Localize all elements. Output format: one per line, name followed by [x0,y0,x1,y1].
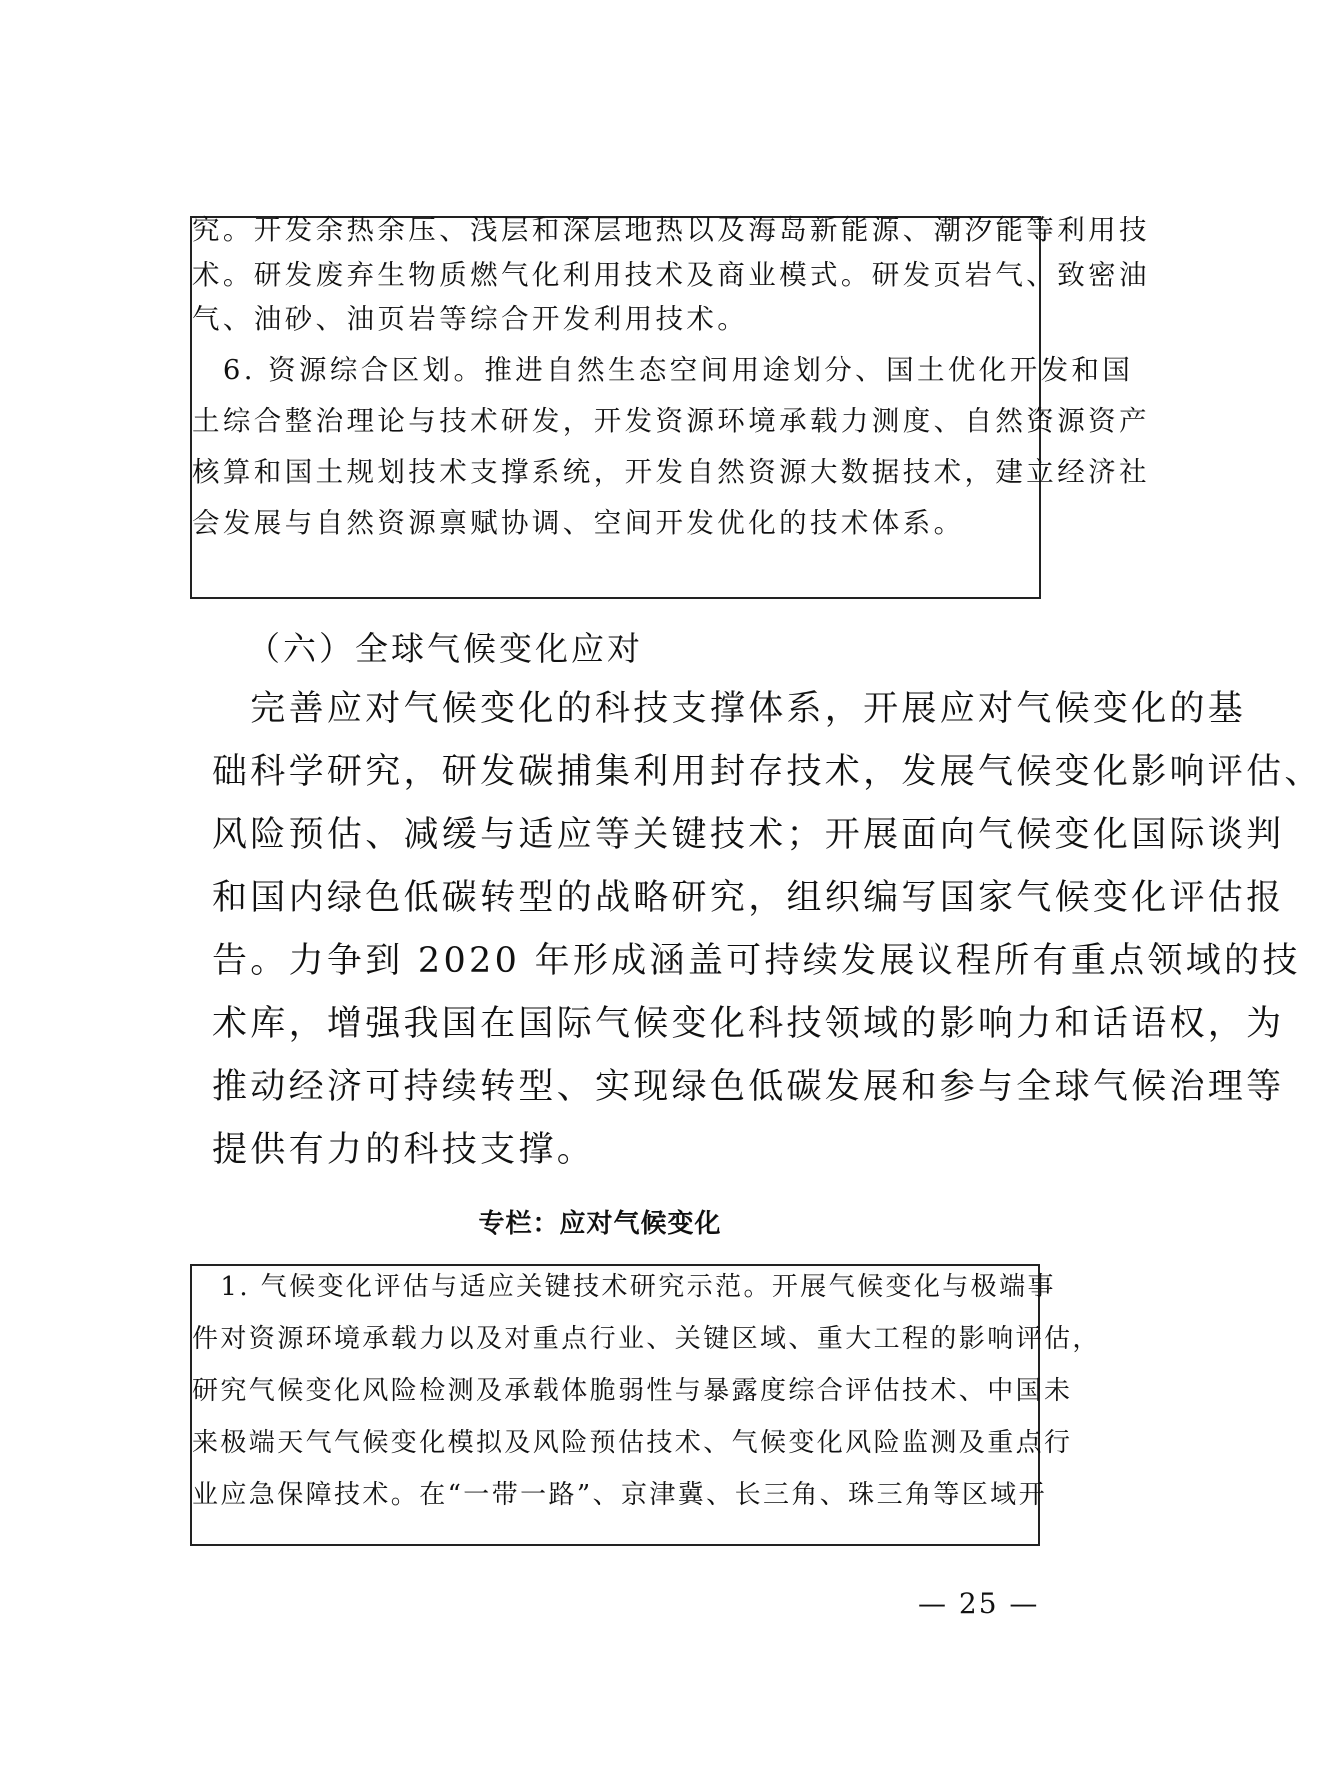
paragraph-line: 和国内绿色低碳转型的战略研究，组织编写国家气候变化评估报 [212,878,1285,918]
paragraph-line: 完善应对气候变化的科技支撑体系，开展应对气候变化的基 [212,689,1247,729]
paragraph-line: 风险预估、减缓与适应等关键技术；开展面向气候变化国际谈判 [212,815,1285,855]
paragraph-line: 推动经济可持续转型、实现绿色低碳发展和参与全球气候治理等 [212,1067,1285,1107]
column-title: 专栏：应对气候变化 [478,1209,722,1239]
box-text-line: 术。研发废弃生物质燃气化利用技术及商业模式。研发页岩气、致密油 [192,259,1150,291]
paragraph-line: 提供有力的科技支撑。 [212,1130,596,1170]
box-text-line: 业应急保障技术。在“一带一路”、京津冀、长三角、珠三角等区域开 [192,1480,1047,1510]
box-text-line: 研究气候变化风险检测及承载体脆弱性与暴露度综合评估技术、中国未 [192,1376,1073,1406]
box-text-line: 究。开发余热余压、浅层和深层地热以及海岛新能源、潮汐能等利用技 [192,214,1150,246]
box-text-line: 气、油砂、油页岩等综合开发利用技术。 [192,303,749,335]
page-number: — 25 — [918,1587,1040,1620]
section-heading: （六）全球气候变化应对 [247,629,643,668]
box-text-line: 件对资源环境承载力以及对重点行业、关键区域、重大工程的影响评估， [192,1324,1101,1354]
box-text-line: 会发展与自然资源禀赋协调、空间开发优化的技术体系。 [192,507,965,539]
paragraph-line: 告。力争到 2020 年形成涵盖可持续发展议程所有重点领域的技 [212,941,1301,981]
paragraph-line: 础科学研究，研发碳捕集利用封存技术，发展气候变化影响评估、 [212,752,1323,792]
box-text-line: 6. 资源综合区划。推进自然生态空间用途划分、国土优化开发和国 [192,354,1134,386]
box-text-line: 土综合整治理论与技术研发，开发资源环境承载力测度、自然资源资产 [192,405,1150,437]
box-text-line: 来极端天气气候变化模拟及风险预估技术、气候变化风险监测及重点行 [192,1428,1073,1458]
paragraph-line: 术库，增强我国在国际气候变化科技领域的影响力和话语权，为 [212,1004,1285,1044]
column-box-climate [190,1264,1101,1546]
box-text-line: 核算和国土规划技术支撑系统，开发自然资源大数据技术，建立经济社 [192,456,1150,488]
column-box-resources [190,214,1150,599]
box-text-line: 1. 气候变化评估与适应关键技术研究示范。开展气候变化与极端事 [192,1272,1056,1302]
